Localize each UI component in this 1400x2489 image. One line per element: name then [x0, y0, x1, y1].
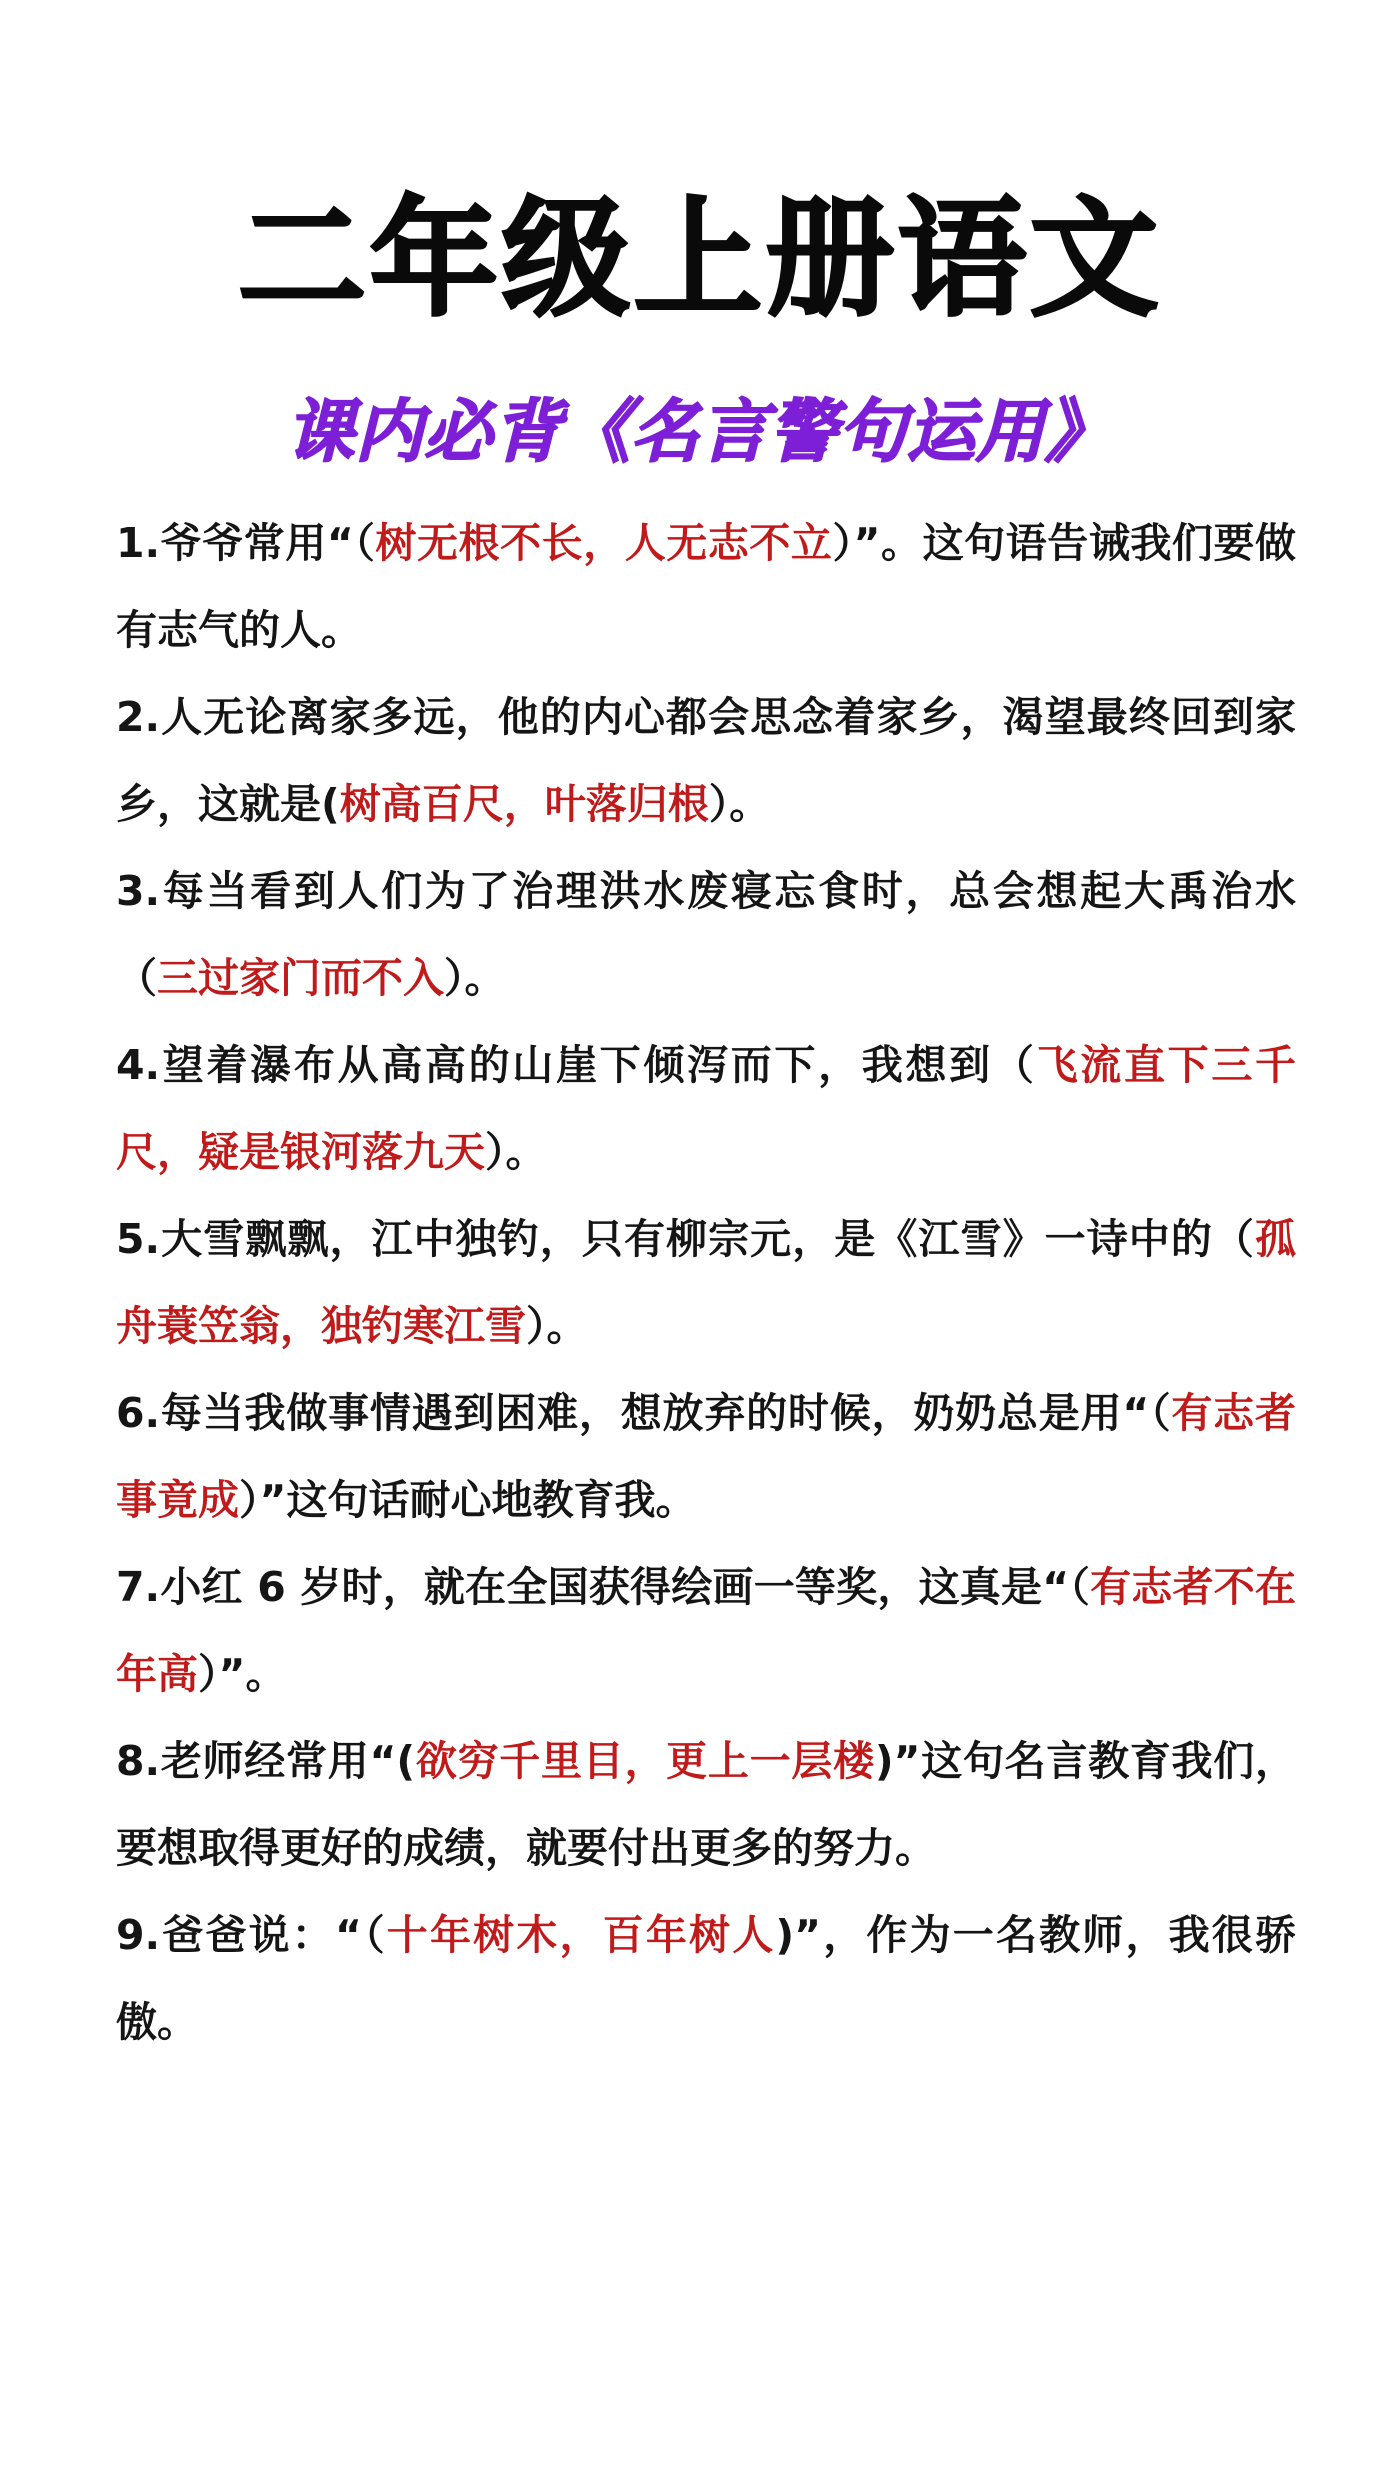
item-text-before: 3.每当看到人们为了治理洪水废寝忘食时，总会想起大禹治水（ [116, 867, 1296, 1002]
item-text-after: ）”。这句语告诫我们要做有志气的人。 [116, 519, 1296, 654]
list-item [116, 1892, 1296, 2066]
item-text-before: 6.每当我做事情遇到困难，想放弃的时候，奶奶总是用“（ [116, 1389, 1172, 1437]
item-answer: 飞流直下三千尺，疑是银河落九天 [116, 1041, 1297, 1176]
page-subtitle: 课内必背《名言警句运用》 [285, 393, 1114, 472]
item-text-before: 1.爷爷常用“（ [116, 519, 376, 567]
item-text-after: ）。 [526, 1302, 588, 1350]
page-title: 二年级上册语文 [237, 185, 1162, 334]
item-answer: 孤舟蓑笠翁，独钓寒江雪 [116, 1215, 1296, 1350]
item-text-after: ）”这句话耐心地教育我。 [239, 1476, 697, 1524]
item-answer: 欲穷千里目，更上一层楼 [415, 1737, 875, 1785]
quote-exercise-list [116, 500, 1296, 2066]
list-item [116, 1022, 1296, 1196]
item-answer: 树无根不长，人无志不立 [375, 519, 833, 567]
item-answer: 十年树木，百年树人 [386, 1911, 776, 1959]
list-item [116, 1544, 1296, 1718]
item-text-after: ）。 [708, 780, 771, 828]
item-text-after: )”这句名言教育我们，要想取得更好的成绩，就要付出更多的努力。 [116, 1737, 1297, 1872]
item-text-before: 2.人无论离家多远，他的内心都会思念着家乡，渴望最终回到家乡，这就是( [116, 693, 1296, 828]
list-item [116, 1370, 1296, 1544]
list-item [116, 848, 1296, 1022]
item-answer: 树高百尺，叶落归根 [339, 780, 709, 828]
item-answer: 三过家门而不入 [157, 954, 444, 1002]
item-answer: 有志者不在年高 [116, 1563, 1297, 1698]
list-item [116, 674, 1296, 848]
item-text-after: ）”。 [198, 1650, 287, 1698]
item-text-before: 7.小红 6 岁时，就在全国获得绘画一等奖，这真是“（ [116, 1563, 1091, 1611]
item-text-before: 4.望着瀑布从高高的山崖下倾泻而下，我想到（ [116, 1041, 1037, 1089]
item-text-before: 5.大雪飘飘，江中独钓，只有柳宗元，是《江雪》一诗中的（ [116, 1215, 1255, 1263]
item-text-before: 8.老师经常用“( [116, 1737, 416, 1785]
item-text-after: )”，作为一名教师，我很骄傲。 [116, 1911, 1296, 2046]
item-text-after: ）。 [485, 1128, 547, 1176]
list-item [116, 1196, 1296, 1370]
list-item [116, 500, 1296, 674]
item-text-before: 9.爸爸说：“（ [116, 1911, 387, 1959]
list-item [116, 1718, 1296, 1892]
item-answer: 有志者事竟成 [116, 1389, 1297, 1524]
item-text-after: ）。 [444, 954, 506, 1002]
